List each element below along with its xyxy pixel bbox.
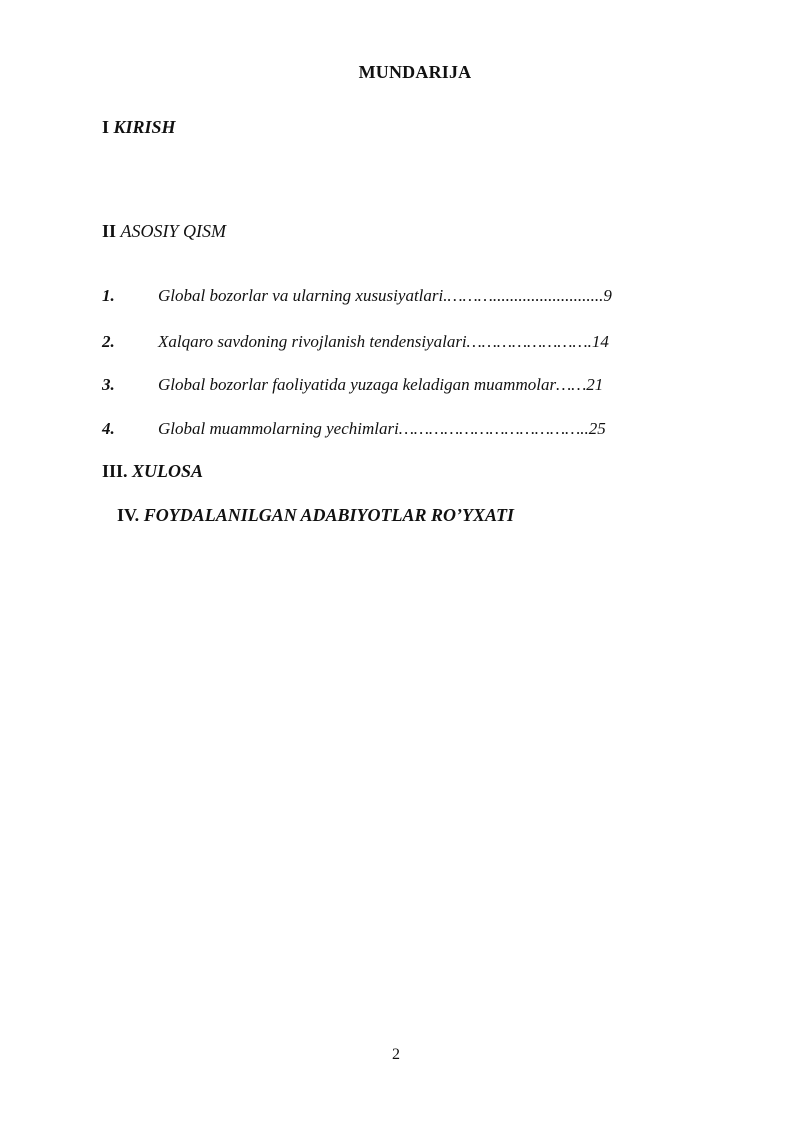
toc-item-number: 2. [102,332,115,351]
section-main-number: II [102,221,117,241]
section-main-label: ASOSIY QISM [120,221,227,241]
section-conclusion-number: III. [102,461,128,481]
page-title: MUNDARIJA [358,62,472,82]
section-references-number: IV. [117,505,140,525]
toc-item-text: Xalqaro savdoning rivojlanish tendensiyalari…………………….14 [158,332,609,351]
section-intro-number: I [102,117,110,137]
page-number: 2 [392,1046,400,1063]
toc-item-text: Global bozorlar va ularning xususiyatlari.………..........................9 [158,286,612,305]
section-references-label: FOYDALANILGAN ADABIYOTLAR RO’YXATI [143,505,515,525]
toc-item-number: 3. [102,375,115,394]
section-main [102,221,226,242]
section-references [117,505,514,526]
section-conclusion-label: XULOSA [132,461,204,481]
toc-item-number: 4. [102,419,115,438]
section-intro-label: KIRISH [113,117,176,137]
toc-item-text: Global bozorlar faoliyatida yuzaga keladigan muammolar……21 [158,375,604,394]
toc-item-text: Global muammolarning yechimlari………………………………..25 [158,419,606,438]
section-conclusion [102,461,203,482]
toc-item-number: 1. [102,286,115,305]
section-intro [102,117,176,138]
